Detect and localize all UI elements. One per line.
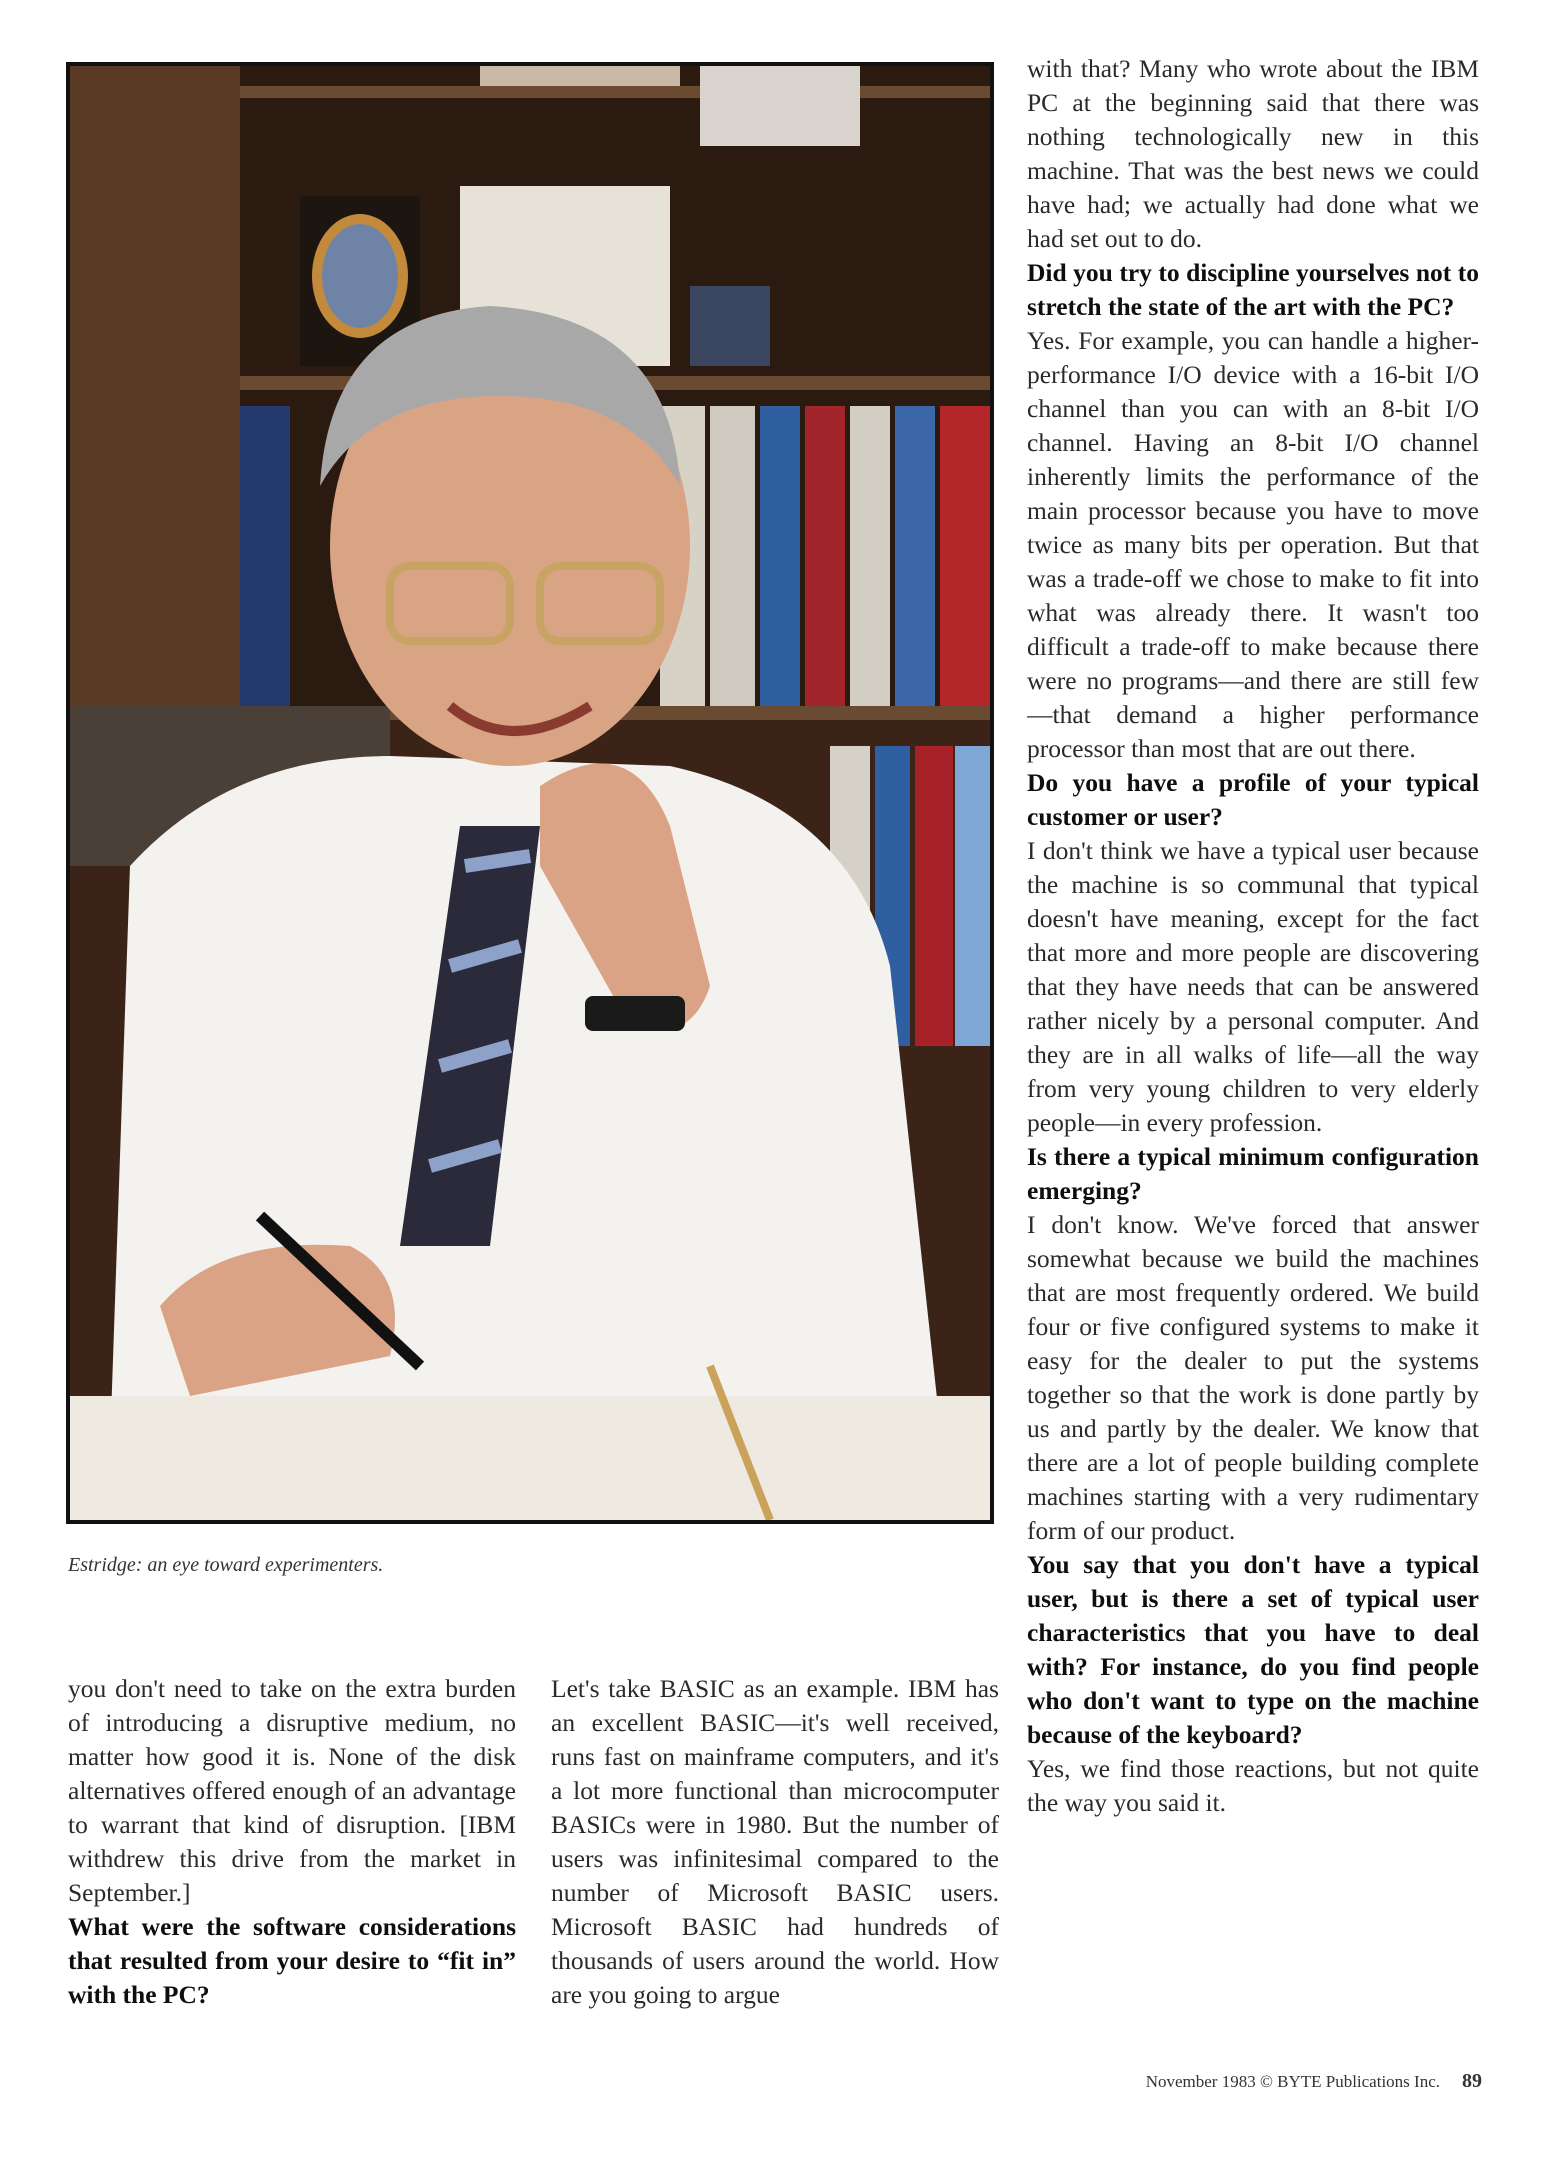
question-heading: What were the software considerations that resulted from your desire to “fit in” with the PC? <box>68 1912 516 2009</box>
shelf <box>240 86 990 98</box>
portrait-illustration <box>70 66 990 1520</box>
answer-paragraph: Yes. For example, you can handle a higher-performance I/O device with a 16-bit I/O channel than you can with an 8-bit I/O channel. Having an 8-bit I/O channel inherently limits the performance of the main processor because you have to move twice as many bits per operation. But that was a trade-off we chose to make to fit into what was already there. It wasn't too difficult a trade-off to make because there were no programs—and there are still few—that demand a higher performance processor than most that are out there. <box>1027 326 1479 763</box>
question-heading: You say that you don't have a typical user, but is there a set of typical user characteristics that you have to deal with? For instance, do you find people who don't want to type on the machine because of the keyboard? <box>1027 1550 1479 1749</box>
answer-paragraph: I don't know. We've forced that answer somewhat because we build the machines that are most frequently ordered. We build four or five configured systems to make it easy for the dealer to put the systems together so that the work is done partly by us and partly by the dealer. We know that there are a lot of people building complete machines starting with a very rudimentary form of our product. <box>1027 1210 1479 1545</box>
page-footer <box>1110 2070 1482 2093</box>
column-3 <box>1027 52 1479 2042</box>
answer-paragraph: you don't need to take on the extra burden of introducing a disruptive medium, no matter how good it is. None of the disk alternatives offered enough of an advantage to warrant that kind of disruption. [IBM withdrew this drive from the market in September.] <box>68 1674 516 1907</box>
binder <box>760 406 800 706</box>
binder <box>915 746 953 1046</box>
question-heading: Do you have a profile of your typical customer or user? <box>1027 768 1479 831</box>
question-heading: Did you try to discipline yourselves not to stretch the state of the art with the PC? <box>1027 258 1479 321</box>
publication-credit: November 1983 © BYTE Publications Inc. <box>1145 2072 1440 2091</box>
question-heading: Is there a typical minimum configuration emerging? <box>1027 1142 1479 1205</box>
page-number: 89 <box>1462 2070 1482 2092</box>
binder <box>805 406 845 706</box>
portrait-photo <box>66 62 994 1524</box>
answer-paragraph: Yes, we find those reactions, but not quite the way you said it. <box>1027 1754 1479 1817</box>
binder <box>955 746 990 1046</box>
book <box>240 406 290 706</box>
binder <box>710 406 755 706</box>
column-1 <box>68 1672 516 2052</box>
binder <box>940 406 990 706</box>
desk-papers <box>70 1396 990 1520</box>
binder <box>850 406 890 706</box>
column-2 <box>551 1672 999 2052</box>
photo-caption: Estridge: an eye toward experimenters. <box>68 1554 384 1576</box>
answer-paragraph: Let's take BASIC as an example. IBM has an excellent BASIC—it's well received, runs fast on mainframe computers, and it's a lot more functional than microcomputer BASICs were in 1980. But the number of users was infinitesimal compared to the number of Microsoft BASIC users. Microsoft BASIC had hundreds of thousands of users around the world. How are you going to argue <box>551 1674 999 2009</box>
binder <box>895 406 935 706</box>
answer-paragraph: with that? Many who wrote about the IBM PC at the beginning said that there was nothing technologically new in this machine. That was the best news we could have had; we actually had done what we had set out to do. <box>1027 54 1479 253</box>
wristwatch <box>585 996 685 1031</box>
answer-paragraph: I don't think we have a typical user because the machine is so communal that typical doesn't have meaning, except for the fact that more and more people are discovering that they have needs that can be answered rather nicely by a personal computer. And they are in all walks of life—all the way from very young children to very elderly people—in every profession. <box>1027 836 1479 1137</box>
